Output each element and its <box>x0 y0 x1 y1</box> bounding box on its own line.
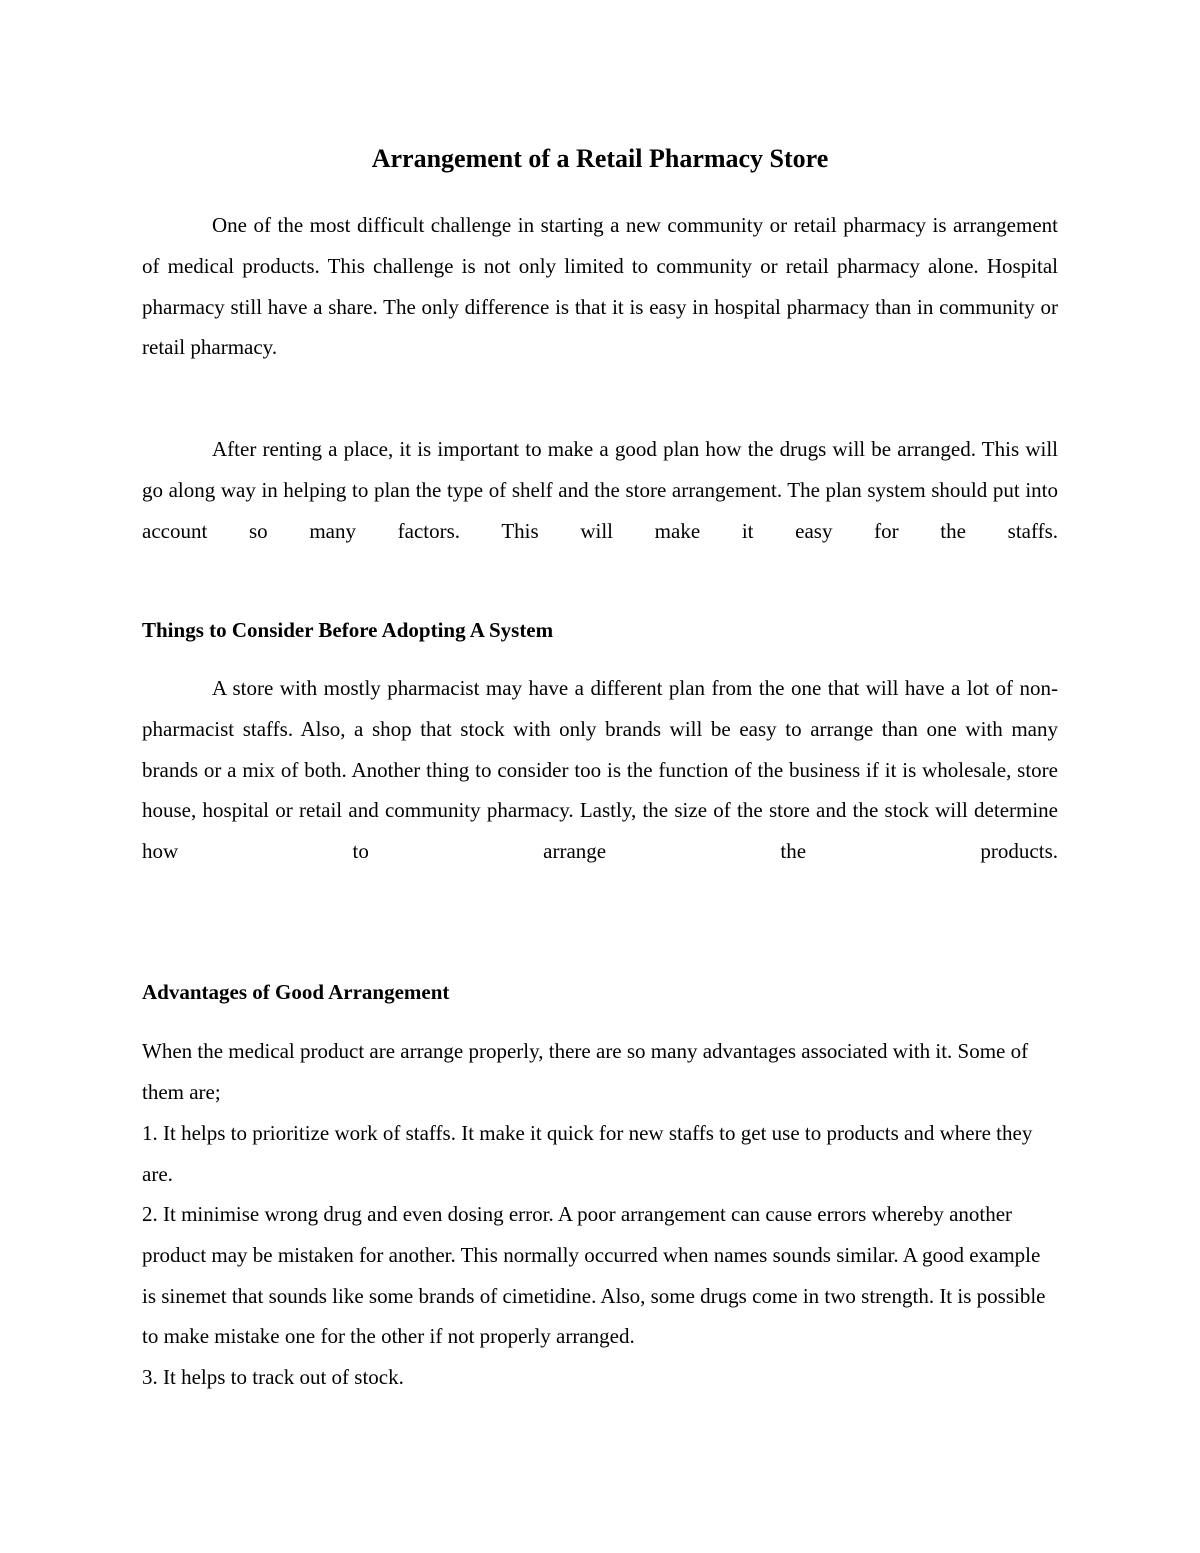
advantage-item-1: 1. It helps to prioritize work of staffs. It make it quick for new staffs to get use to products and where they are. <box>142 1121 1033 1186</box>
considerations-heading: Things to Consider Before Adopting A System <box>142 618 554 642</box>
intro-paragraph: One of the most difficult challenge in starting a new community or retail pharmacy is arrangement of medical products. This challenge is not only limited to community or retail pharmacy alone. Hospital pharmacy still have a share. The only difference is that it is easy in hospital pharmacy than in community or retail pharmacy. <box>142 213 1058 360</box>
considerations-paragraph: A store with mostly pharmacist may have a different plan from the one that will have a lot of non-pharmacist staffs. Also, a shop that stock with only brands will be easy to arrange than one with many brands or a mix of both. Another thing to consider too is the function of the business if it is wholesale, store house, hospital or retail and community pharmacy. Lastly, the size of the store and the stock will determine how to arrange the products. <box>142 676 1058 864</box>
document-title: Arrangement of a Retail Pharmacy Store <box>371 144 829 173</box>
advantages-intro: When the medical product are arrange properly, there are so many advantages associated with it. Some of them are; <box>142 1039 1029 1104</box>
advantages-heading: Advantages of Good Arrangement <box>142 980 450 1004</box>
advantage-item-3: 3. It helps to track out of stock. <box>142 1365 404 1389</box>
plan-paragraph: After renting a place, it is important to make a good plan how the drugs will be arranged. This will go along way in helping to plan the type of shelf and the store arrangement. The plan system should put into account so many factors. This will make it easy for the staffs. <box>142 437 1058 543</box>
advantage-item-2: 2. It minimise wrong drug and even dosing error. A poor arrangement can cause errors whereby another product may be mistaken for another. This normally occurred when names sounds similar. A good example is sinemet that sounds like some brands of cimetidine. Also, some drugs come in two strength. It is possible to make mistake one for the other if not properly arranged. <box>142 1202 1046 1349</box>
